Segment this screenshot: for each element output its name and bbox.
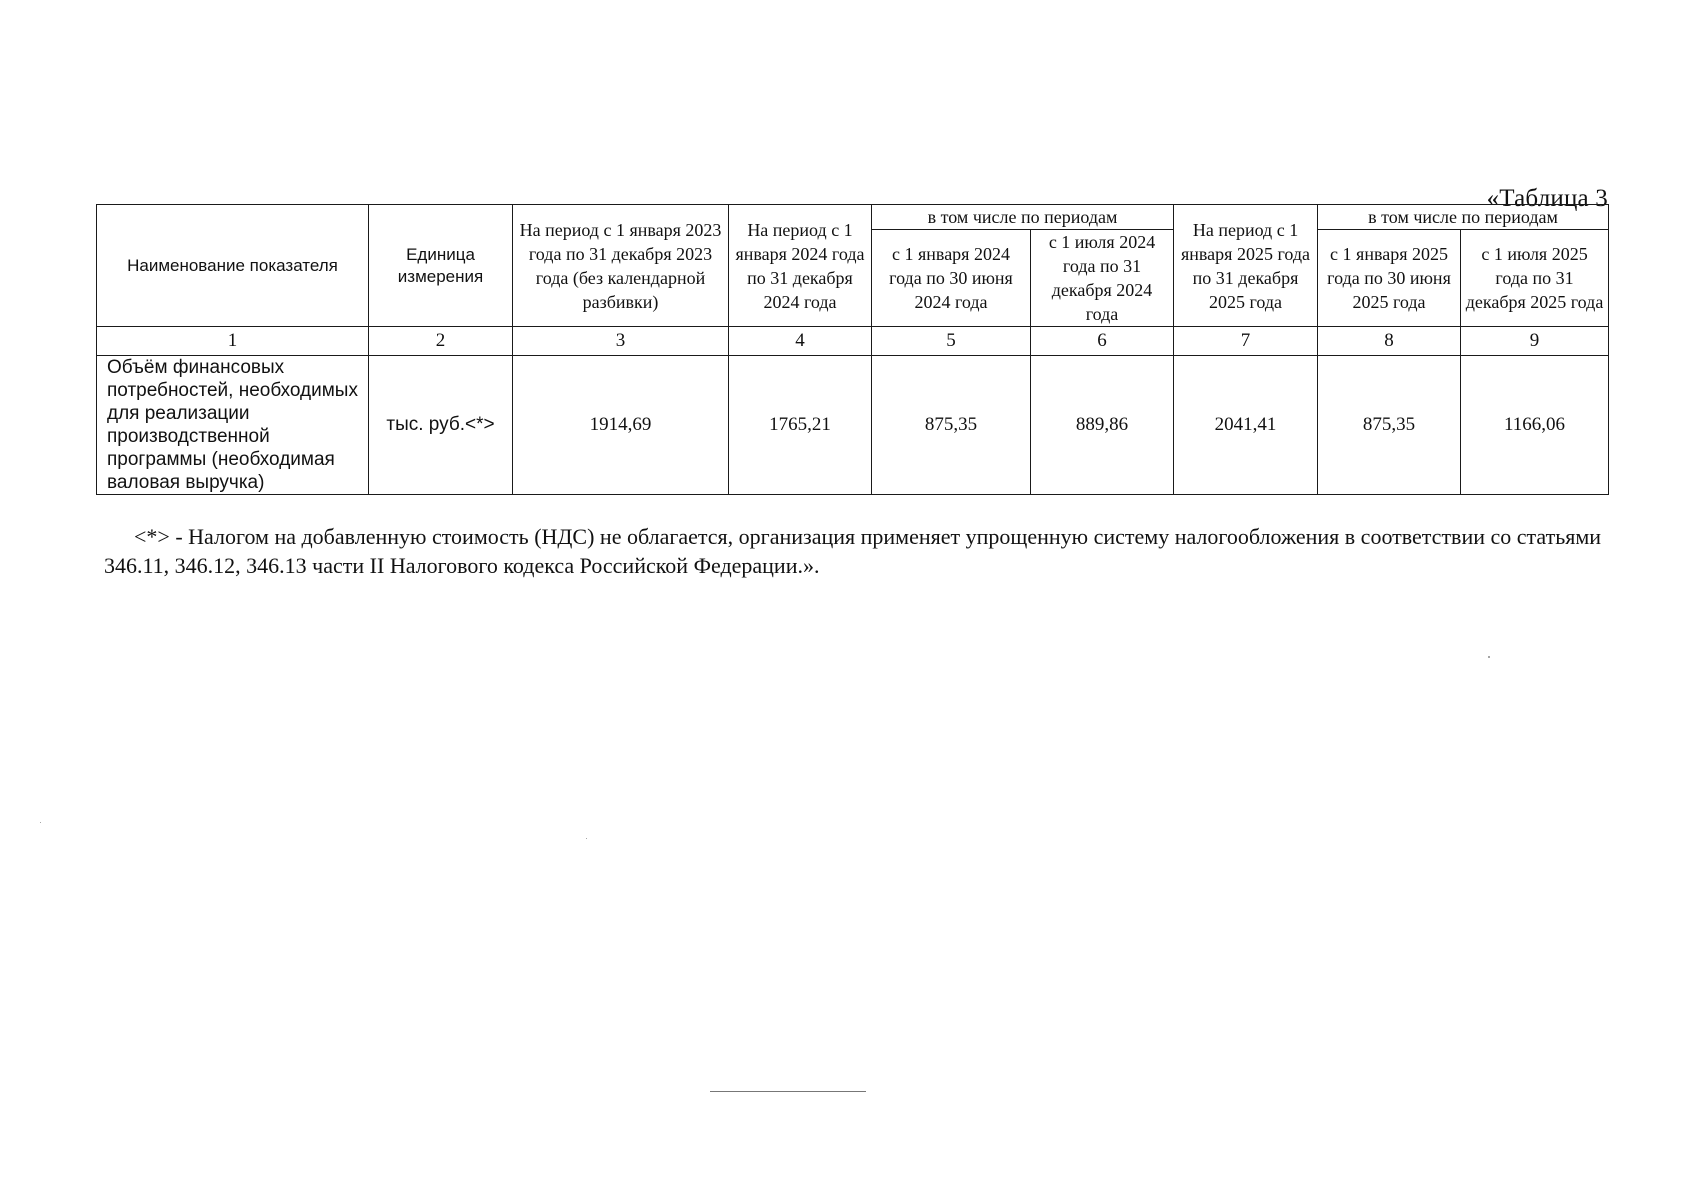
column-number: 2: [369, 327, 513, 356]
table-row: [97, 356, 1609, 495]
header-h2-2024: с 1 июля 2024 года по 31 декабря 2024 года: [1031, 230, 1174, 327]
header-period-2023: На период с 1 января 2023 года по 31 декабря 2023 года (без календарной разбивки): [513, 205, 729, 327]
row-unit: тыс. руб.<*>: [369, 356, 513, 495]
value-cell: 1765,21: [729, 356, 872, 495]
header-row-top: [97, 205, 1609, 230]
scan-speck: [1488, 656, 1490, 658]
value-cell: 1914,69: [513, 356, 729, 495]
header-h2-2025: с 1 июля 2025 года по 31 декабря 2025 года: [1461, 230, 1609, 327]
header-h1-2025: с 1 января 2025 года по 30 июня 2025 года: [1318, 230, 1461, 327]
column-number: 7: [1174, 327, 1318, 356]
header-group-2024: в том числе по периодам: [872, 205, 1174, 230]
header-group-2025: в том числе по периодам: [1318, 205, 1609, 230]
row-indicator-name: Объём финансовых потребностей, необходимых для реализации производственной программы (необходимая валовая выручка): [97, 356, 369, 495]
column-number: 8: [1318, 327, 1461, 356]
header-period-2025: На период с 1 января 2025 года по 31 декабря 2025 года: [1174, 205, 1318, 327]
table-caption: «Таблица 3: [1486, 185, 1608, 212]
column-number: 4: [729, 327, 872, 356]
value-cell: 2041,41: [1174, 356, 1318, 495]
header-period-2024: На период с 1 января 2024 года по 31 декабря 2024 года: [729, 205, 872, 327]
financial-needs-table: [96, 204, 1609, 495]
value-cell: 875,35: [1318, 356, 1461, 495]
column-number: 3: [513, 327, 729, 356]
column-number-row: [97, 327, 1609, 356]
column-number: 5: [872, 327, 1031, 356]
header-indicator-name: Наименование показателя: [97, 205, 369, 327]
scan-speck: [40, 822, 41, 823]
footnote: <*> - Налогом на добавленную стоимость (НДС) не облагается, организация применяет упрощенную систему налогообложения в соответствии со статьями 346.11, 346.12, 346.13 части II Налогового кодекса Российской Федерации.».: [104, 524, 1602, 578]
scan-mark-line: [710, 1091, 866, 1092]
column-number: 9: [1461, 327, 1609, 356]
header-unit: Единица измерения: [369, 205, 513, 327]
column-number: 6: [1031, 327, 1174, 356]
column-number: 1: [97, 327, 369, 356]
value-cell: 1166,06: [1461, 356, 1609, 495]
scan-speck: [586, 838, 587, 839]
header-h1-2024: с 1 января 2024 года по 30 июня 2024 года: [872, 230, 1031, 327]
value-cell: 889,86: [1031, 356, 1174, 495]
value-cell: 875,35: [872, 356, 1031, 495]
